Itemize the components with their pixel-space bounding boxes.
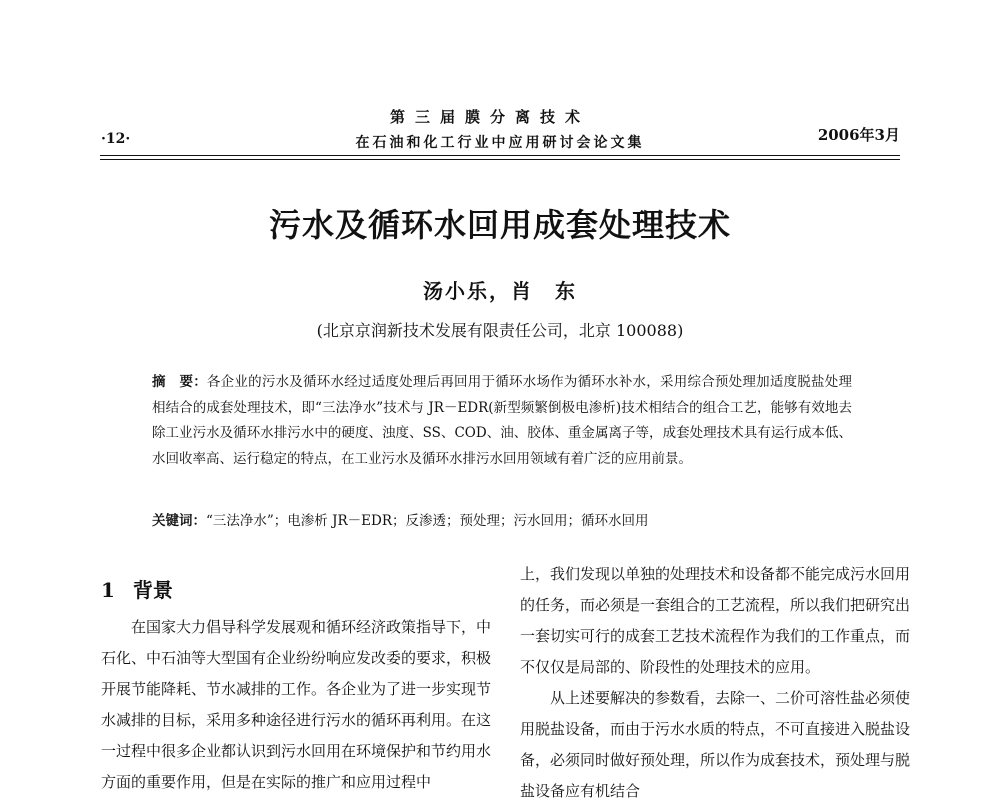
abstract-label: 摘 要： (152, 374, 207, 390)
section-heading (101, 574, 173, 603)
publication-date: 2006年3月 (817, 126, 900, 144)
abstract-text: 各企业的污水及循环水经过适度处理后再回用于循环水场作为循环水补水，采用综合预处理加适度脱盐处理相结合的成套处理技术，即“三法净水”技术与 JR－EDR(新型频繁倒极电渗析)技术相结合的组合工艺，能够有效地去除工业污水及循环水排污水中的硬度、浊度、SS、COD、油、胶体、重金属离子等，成套处理技术具有运行成本低、水回收率高、运行稳定的特点，在工业污水及循环水排污水回用领域有着广泛的应用前景。 (152, 374, 853, 467)
author-affiliation: (北京京润新技术发展有限责任公司，北京 100088) (316, 321, 684, 340)
keywords-text: “三法净水”；电渗析 JR－EDR；反渗透；预处理；污水回用；循环水回用 (206, 513, 649, 529)
header-rule-thin (100, 159, 900, 160)
keywords-label: 关键词： (152, 513, 206, 529)
paragraph: 在国家大力倡导科学发展观和循环经济政策指导下，中石化、中石油等大型国有企业纷纷响应发改委的要求，积极开展节能降耗、节水减排的工作。各企业为了进一步实现节水减排的目标，采用多种途径进行污水的循环再利用。在这一过程中很多企业都认识到污水回用在环境保护和节约用水方面的重要作用，但是在实际的推广和应用过程中 (101, 618, 492, 791)
header-rule-thick (100, 155, 900, 156)
conference-title-line2: 在石油和化工行业中应用研讨会论文集 (355, 135, 645, 151)
article-title: 污水及循环水回用成套处理技术 (268, 206, 731, 244)
section-title: 背景 (132, 578, 173, 602)
abstract (152, 370, 852, 472)
section-number: 1 (101, 578, 115, 602)
body-column-right (520, 559, 910, 807)
paragraph-continued: 上，我们发现以单独的处理技术和设备都不能完成污水回用的任务，而必须是一套组合的工艺流程，所以我们把研究出一套切实可行的成套工艺技术流程作为我们的工作重点，而不仅仅是局部的、阶段性的处理技术的应用。 (520, 565, 911, 676)
article-authors: 汤小乐，肖 东 (423, 279, 577, 303)
paragraph: 从上述要解决的参数看，去除一、二价可溶性盐必须使用脱盐设备，而由于污水水质的特点，不可直接进入脱盐设备，必须同时做好预处理，所以作为成套技术，预处理与脱盐设备应有机结合 (520, 689, 911, 800)
page-number: ·12· (101, 131, 131, 147)
conference-title-line1: 第三届膜分离技术 (389, 108, 590, 126)
keywords (152, 509, 852, 529)
body-column-left (101, 612, 491, 798)
